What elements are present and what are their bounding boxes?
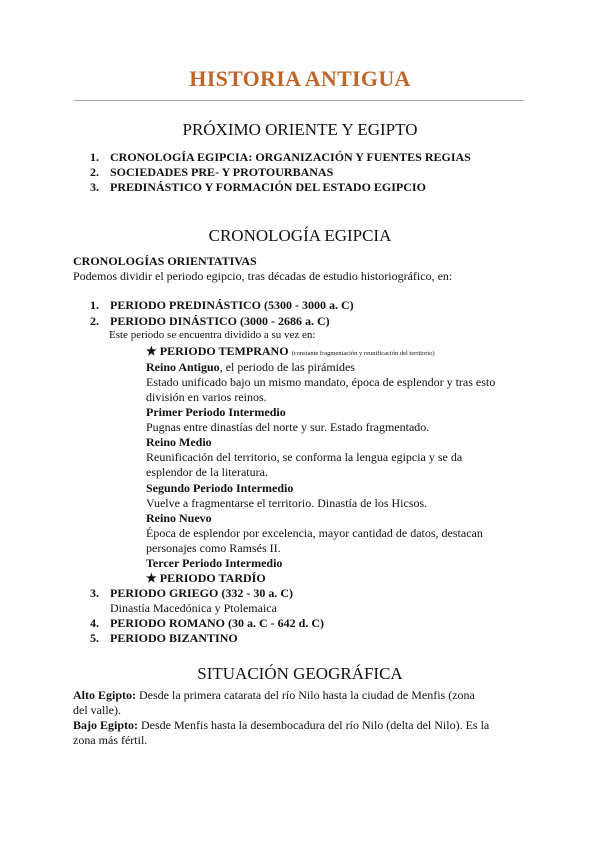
subperiod-label: PERIODO TARDÍO — [159, 571, 266, 585]
list-number: 1. — [90, 298, 99, 312]
list-number: 3. — [90, 586, 99, 600]
reino-antiguo — [146, 360, 355, 375]
list-item: PERIODO DINÁSTICO (3000 - 2686 a. C) — [110, 314, 330, 328]
list-item: SOCIEDADES PRE- Y PROTOURBANAS — [110, 165, 334, 179]
reino-label: Reino Medio — [146, 435, 212, 449]
list-number: 2. — [90, 165, 99, 179]
reino-description: esplendor de la literatura. — [146, 465, 268, 479]
star-icon: ★ — [146, 571, 157, 585]
subperiod-note: (constante fragmentación y reunificación del territorio) — [291, 350, 435, 357]
reino-description: Vuelve a fragmentarse el territorio. Dinastía de los Hicsos. — [146, 496, 428, 510]
alto-egipto-line — [73, 688, 475, 703]
list-item: PERIODO PREDINÁSTICO (5300 - 3000 a. C) — [110, 298, 354, 312]
reino-label: Segundo Periodo Intermedio — [146, 481, 294, 495]
reino-description: Época de esplendor por excelencia, mayor cantidad de datos, destacan — [146, 526, 483, 540]
reino-label: Reino Antiguo — [146, 360, 220, 374]
alto-egipto-label: Alto Egipto: — [73, 688, 136, 702]
title-divider — [74, 100, 524, 101]
list-number: 3. — [90, 180, 99, 194]
reino-label: Tercer Periodo Intermedio — [146, 556, 283, 570]
section-heading-situacion: SITUACIÓN GEOGRÁFICA — [197, 664, 403, 683]
subheading-cronologias: CRONOLOGÍAS ORIENTATIVAS — [73, 254, 257, 268]
list-item: PERIODO ROMANO (30 a. C - 642 d. C) — [110, 616, 324, 630]
list-number: 5. — [90, 631, 99, 645]
bajo-egipto-line — [73, 718, 489, 733]
document-title: HISTORIA ANTIGUA — [189, 66, 411, 91]
reino-description: división en varios reinos. — [146, 390, 267, 404]
bajo-egipto-text-cont: zona más fértil. — [73, 733, 148, 747]
intro-paragraph: Podemos dividir el periodo egipcio, tras décadas de estudio historiográfico, en: — [73, 269, 453, 283]
list-number: 2. — [90, 314, 99, 328]
reino-description: Pugnas entre dinastías del norte y sur. Estado fragmentado. — [146, 420, 430, 434]
subperiod-temprano — [146, 344, 435, 359]
bajo-egipto-label: Bajo Egipto: — [73, 718, 139, 732]
reino-description: Reunificación del territorio, se conforma la lengua egipcia y se da — [146, 450, 463, 464]
alto-egipto-text-cont: del valle). — [73, 703, 121, 717]
period-note: Dinastía Macedónica y Ptolemaica — [110, 601, 277, 615]
reino-description: personajes como Ramsés II. — [146, 541, 281, 555]
section-heading-cronologia: CRONOLOGÍA EGIPCIA — [208, 226, 392, 245]
list-item: PERIODO GRIEGO (332 - 30 a. C) — [110, 586, 293, 600]
reino-label: Primer Periodo Intermedio — [146, 405, 286, 419]
period-note: Este periodo se encuentra dividido a su vez en: — [109, 329, 316, 341]
reino-suffix: , el periodo de las pirámides — [219, 360, 355, 374]
reino-label: Reino Nuevo — [146, 511, 212, 525]
list-number: 1. — [90, 150, 99, 164]
list-item: PREDINÁSTICO Y FORMACIÓN DEL ESTADO EGIPCIO — [110, 180, 426, 194]
section-heading-proximo-oriente: PRÓXIMO ORIENTE Y EGIPTO — [182, 120, 418, 139]
bajo-egipto-text: Desde Menfis hasta la desembocadura del río Nilo (delta del Nilo). Es la — [138, 718, 490, 732]
list-number: 4. — [90, 616, 99, 630]
list-item: PERIODO BIZANTINO — [110, 631, 238, 645]
list-item: CRONOLOGÍA EGIPCIA: ORGANIZACIÓN Y FUENTES REGIAS — [110, 150, 471, 164]
star-icon: ★ — [146, 344, 157, 358]
alto-egipto-text: Desde la primera catarata del río Nilo hasta la ciudad de Menfis (zona — [136, 688, 475, 702]
reino-description: Estado unificado bajo un mismo mandato, época de esplendor y tras esto — [146, 375, 496, 389]
subperiod-label: PERIODO TEMPRANO — [159, 344, 289, 358]
subperiod-tardio — [146, 571, 266, 586]
